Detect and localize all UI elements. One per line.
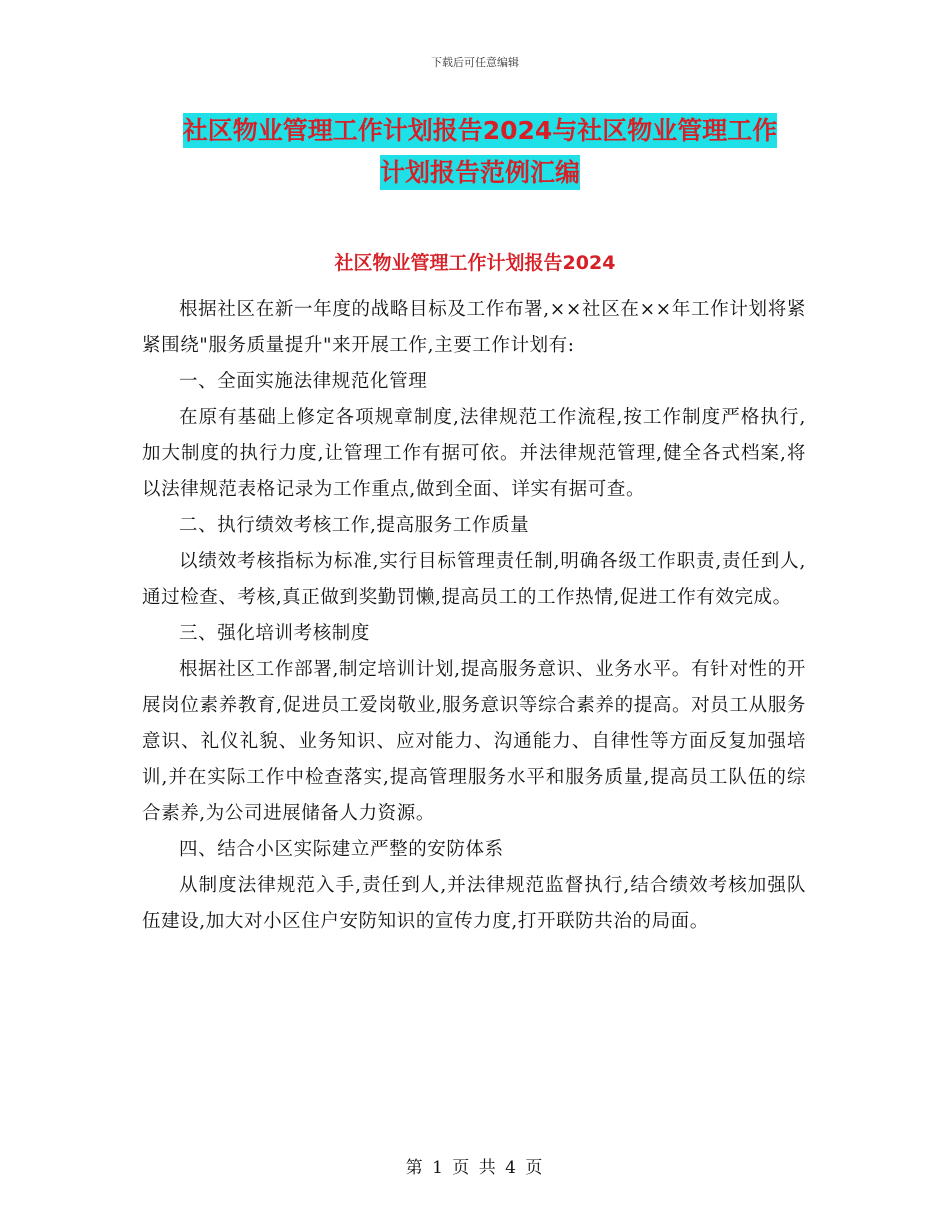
paragraph-intro: 根据社区在新一年度的战略目标及工作布署,××社区在××年工作计划将紧紧围绕"服务质量提升"来开展工作,主要工作计划有: [142,299,806,356]
document-body [142,292,806,940]
main-title-line-1: 社区物业管理工作计划报告2024与社区物业管理工作 [183,113,778,148]
page-number: 第 1 页 共 4 页 [405,1158,545,1178]
document-main-title [140,110,820,194]
section-title: 社区物业管理工作计划报告2024 [334,252,616,274]
main-title-line-2: 计划报告范例汇编 [380,155,580,190]
heading-item-2: 二、执行绩效考核工作,提高服务工作质量 [179,515,530,536]
paragraph-item-4: 从制度法律规范入手,责任到人,并法律规范监督执行,结合绩效考核加强队伍建设,加大对小区住户安防知识的宣传力度,打开联防共治的局面。 [142,875,806,932]
paragraph-item-1: 在原有基础上修定各项规章制度,法律规范工作流程,按工作制度严格执行,加大制度的执行力度,让管理工作有据可依。并法律规范管理,健全各式档案,将以法律规范表格记录为工作重点,做到全面、详实有据可查。 [142,407,806,500]
heading-item-3: 三、强化培训考核制度 [179,623,371,644]
heading-item-4: 四、结合小区实际建立严整的安防体系 [179,839,504,860]
paragraph-item-3: 根据社区工作部署,制定培训计划,提高服务意识、业务水平。有针对性的开展岗位素养教育,促进员工爱岗敬业,服务意识等综合素养的提高。对员工从服务意识、礼仪礼貌、业务知识、应对能力、沟通能力、自律性等方面反复加强培训,并在实际工作中检查落实,提高管理服务水平和服务质量,提高员工队伍的综合素养,为公司进展储备人力资源。 [142,659,806,824]
paragraph-item-2: 以绩效考核指标为标准,实行目标管理责任制,明确各级工作职责,责任到人,通过检查、考核,真正做到奖勤罚懒,提高员工的工作热情,促进工作有效完成。 [142,551,806,608]
header-note: 下载后可任意编辑 [431,56,519,69]
heading-item-1: 一、全面实施法律规范化管理 [179,371,428,392]
